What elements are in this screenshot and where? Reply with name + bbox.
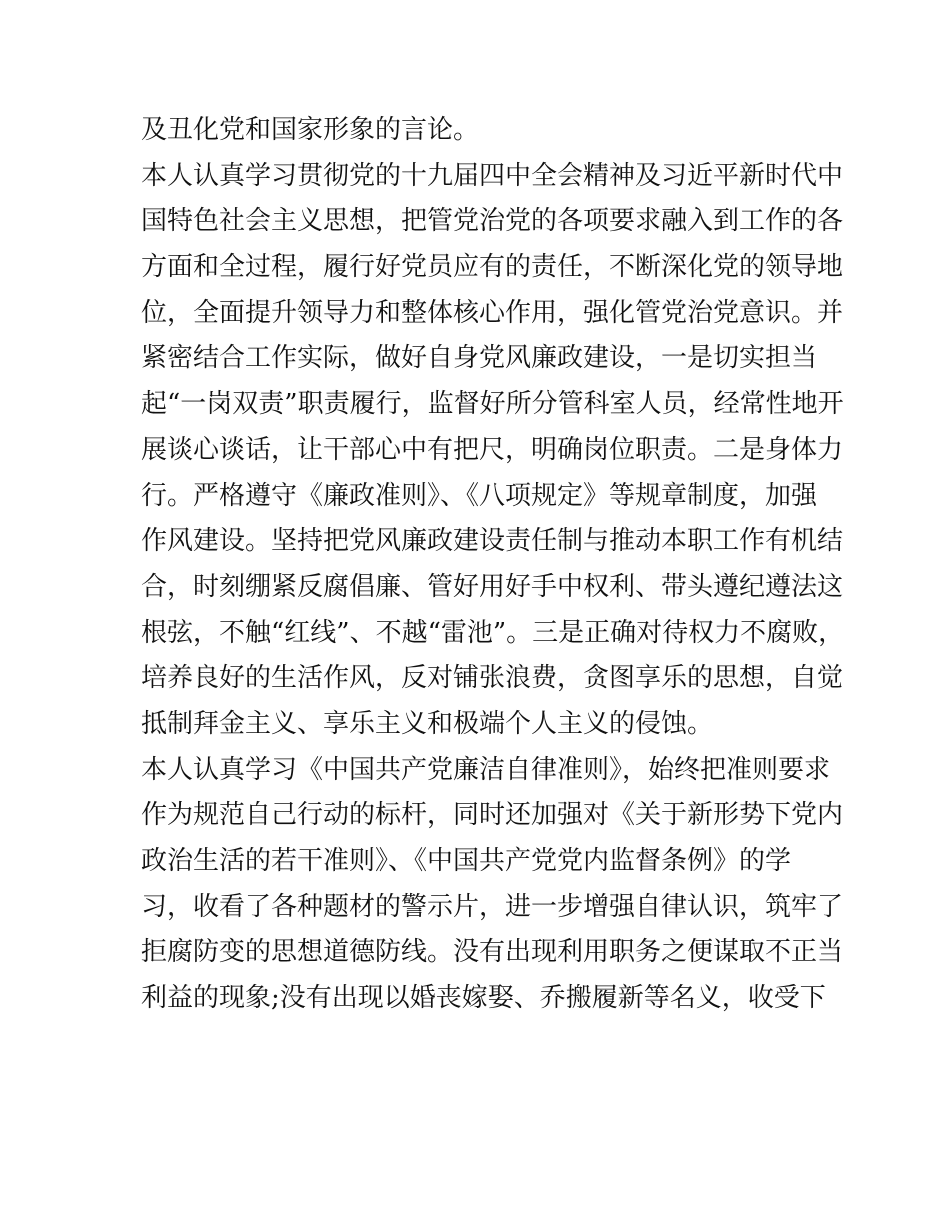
text-line-11: 合，时刻绷紧反腐倡廉、管好用好手中权利、带头遵纪遵法这 <box>141 571 844 602</box>
text-line-14: 抵制拜金主义、享乐主义和极端个人主义的侵蚀。 <box>141 708 714 739</box>
text-line-15: 本人认真学习《中国共产党廉洁自律准则》，始终把准则要求 <box>141 754 831 785</box>
text-line-1: 及丑化党和国家形象的言论。 <box>141 115 480 145</box>
text-line-17: 政治生活的若干准则》、《中国共产党党内监督条例》的学 <box>141 846 792 876</box>
text-line-5: 位，全面提升领导力和整体核心作用，强化管党治党意识。并 <box>141 297 844 328</box>
text-line-4: 方面和全过程，履行好党员应有的责任，不断深化党的领导地 <box>141 252 844 283</box>
text-line-13: 培养良好的生活作风，反对铺张浪费，贪图享乐的思想，自觉 <box>141 663 844 694</box>
text-line-19: 拒腐防变的思想道德防线。没有出现利用职务之便谋取不正当 <box>141 937 844 968</box>
text-line-8: 展谈心谈话，让干部心中有把尺，明确岗位职责。二是身体力 <box>141 434 844 465</box>
text-line-20: 利益的现象;没有出现以婚丧嫁娶、乔搬履新等名义，收受下 <box>141 983 826 1014</box>
text-line-9: 行。严格遵守《廉政准则》、《八项规定》等规章制度，加强 <box>141 480 818 511</box>
text-line-18: 习，收看了各种题材的警示片，进一步增强自律认识，筑牢了 <box>141 891 844 922</box>
text-line-3: 国特色社会主义思想，把管党治党的各项要求融入到工作的各 <box>141 206 844 237</box>
text-line-7: 起“一岗双责”职责履行，监督好所分管科室人员，经常性地开 <box>141 389 844 420</box>
text-line-16: 作为规范自己行动的标杆，同时还加强对《关于新形势下党内 <box>141 800 844 831</box>
text-line-12: 根弦，不触“红线”、不越“雷池”。三是正确对待权力不腐败， <box>141 617 845 648</box>
text-line-10: 作风建设。坚持把党风廉政建设责任制与推动本职工作有机结 <box>141 526 844 557</box>
text-line-2: 本人认真学习贯彻党的十九届四中全会精神及习近平新时代中 <box>141 160 844 191</box>
text-line-6: 紧密结合工作实际，做好自身党风廉政建设，一是切实担当 <box>141 343 818 374</box>
body-text <box>141 108 845 1022</box>
